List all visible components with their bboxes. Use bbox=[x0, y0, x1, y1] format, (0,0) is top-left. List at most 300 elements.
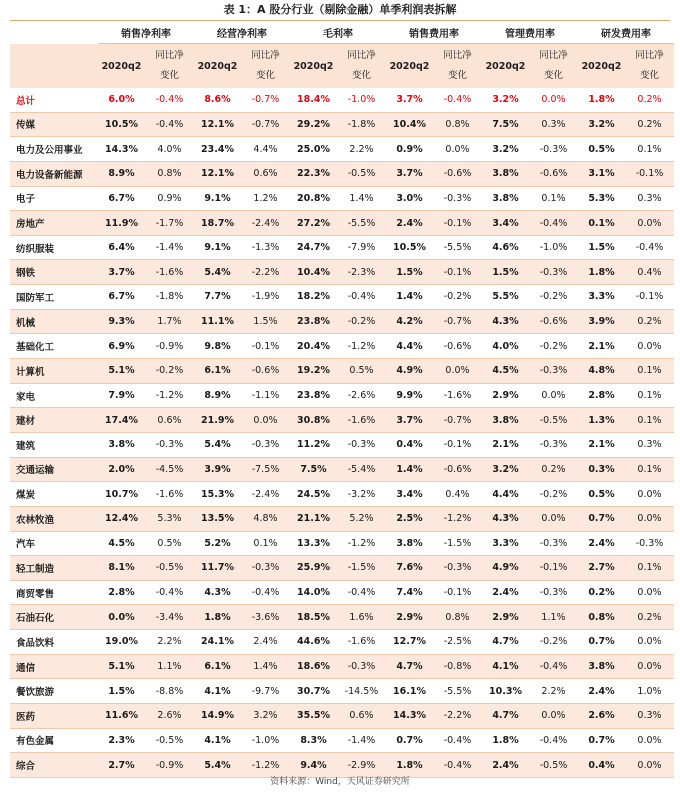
value-cell: 3.4% bbox=[386, 482, 433, 507]
change-cell: 0.1% bbox=[241, 531, 290, 556]
change-cell: -0.6% bbox=[433, 161, 482, 186]
change-cell: -0.2% bbox=[145, 359, 194, 384]
change-cell: 0.8% bbox=[433, 605, 482, 630]
change-header bbox=[529, 44, 578, 89]
value-cell: 0.7% bbox=[578, 630, 625, 655]
change-cell: -0.4% bbox=[529, 211, 578, 236]
change-cell: -2.4% bbox=[241, 482, 290, 507]
change-cell: 0.0% bbox=[529, 383, 578, 408]
value-cell: 3.8% bbox=[578, 654, 625, 679]
value-cell: 1.5% bbox=[386, 260, 433, 285]
value-cell: 3.8% bbox=[386, 531, 433, 556]
industry-row bbox=[10, 457, 674, 482]
value-cell: 3.7% bbox=[386, 88, 433, 112]
industry-row bbox=[10, 260, 674, 285]
change-cell: -0.1% bbox=[625, 161, 674, 186]
change-cell: -2.2% bbox=[241, 260, 290, 285]
value-cell: 7.5% bbox=[482, 112, 529, 137]
value-cell: 17.4% bbox=[98, 408, 145, 433]
change-cell: -0.4% bbox=[337, 285, 386, 310]
value-cell: 12.7% bbox=[386, 630, 433, 655]
change-cell: -0.4% bbox=[145, 580, 194, 605]
industry-row bbox=[10, 309, 674, 334]
change-header-line2: 变化 bbox=[159, 70, 179, 81]
change-cell: -1.7% bbox=[145, 211, 194, 236]
industry-row bbox=[10, 630, 674, 655]
value-cell: 29.2% bbox=[290, 112, 337, 137]
change-cell: -5.5% bbox=[433, 679, 482, 704]
value-cell: 7.5% bbox=[290, 457, 337, 482]
period-header: 2020q2 bbox=[98, 44, 145, 89]
value-cell: 6.7% bbox=[98, 285, 145, 310]
value-cell: 3.4% bbox=[482, 211, 529, 236]
value-cell: 0.7% bbox=[578, 728, 625, 753]
value-cell: 2.7% bbox=[578, 556, 625, 581]
change-header-line1: 同比净 bbox=[347, 50, 376, 61]
change-cell: 0.5% bbox=[145, 531, 194, 556]
value-cell: 2.1% bbox=[482, 432, 529, 457]
change-cell: -0.5% bbox=[145, 556, 194, 581]
value-cell: 4.5% bbox=[482, 359, 529, 384]
change-cell: 0.0% bbox=[433, 137, 482, 162]
value-cell: 4.8% bbox=[578, 359, 625, 384]
change-cell: -0.2% bbox=[529, 334, 578, 359]
industry-row bbox=[10, 704, 674, 729]
change-cell: -0.6% bbox=[433, 334, 482, 359]
value-cell: 0.8% bbox=[578, 605, 625, 630]
value-cell: 19.2% bbox=[290, 359, 337, 384]
value-cell: 21.1% bbox=[290, 506, 337, 531]
value-cell: 2.5% bbox=[386, 506, 433, 531]
change-cell: 1.5% bbox=[241, 309, 290, 334]
source-note: 资料来源：Wind，天风证券研究所 bbox=[270, 777, 410, 787]
change-header-line1: 同比净 bbox=[635, 50, 664, 61]
change-header-line1: 同比净 bbox=[443, 50, 472, 61]
change-cell: 0.0% bbox=[529, 506, 578, 531]
value-cell: 2.9% bbox=[482, 605, 529, 630]
value-cell: 11.1% bbox=[194, 309, 241, 334]
change-cell: -0.6% bbox=[529, 309, 578, 334]
value-cell: 1.5% bbox=[482, 260, 529, 285]
value-cell: 4.1% bbox=[194, 728, 241, 753]
value-cell: 4.3% bbox=[482, 309, 529, 334]
change-cell: -9.7% bbox=[241, 679, 290, 704]
value-cell: 11.9% bbox=[98, 211, 145, 236]
value-cell: 9.9% bbox=[386, 383, 433, 408]
change-cell: -0.5% bbox=[337, 161, 386, 186]
value-cell: 5.4% bbox=[194, 432, 241, 457]
value-cell: 1.5% bbox=[578, 235, 625, 260]
group-header: 经营净利率 bbox=[194, 21, 290, 44]
change-header-line1: 同比净 bbox=[539, 50, 568, 61]
change-cell: -4.5% bbox=[145, 457, 194, 482]
change-cell: 4.4% bbox=[241, 137, 290, 162]
table-header bbox=[10, 21, 674, 88]
industry-name: 煤炭 bbox=[10, 482, 98, 507]
industry-header-blank bbox=[10, 21, 98, 44]
change-cell: -1.2% bbox=[337, 334, 386, 359]
value-cell: 3.7% bbox=[386, 408, 433, 433]
value-cell: 0.7% bbox=[386, 728, 433, 753]
change-cell: 1.6% bbox=[337, 605, 386, 630]
change-cell: -1.6% bbox=[337, 408, 386, 433]
value-cell: 6.4% bbox=[98, 235, 145, 260]
change-cell: 0.2% bbox=[625, 309, 674, 334]
change-cell: -0.6% bbox=[529, 161, 578, 186]
value-cell: 3.8% bbox=[482, 408, 529, 433]
change-cell: -0.3% bbox=[625, 531, 674, 556]
value-cell: 2.1% bbox=[578, 432, 625, 457]
change-cell: 2.2% bbox=[529, 679, 578, 704]
change-header-line1: 同比净 bbox=[251, 50, 280, 61]
value-cell: 6.9% bbox=[98, 334, 145, 359]
industry-row bbox=[10, 359, 674, 384]
profit-breakdown-table bbox=[10, 21, 674, 778]
value-cell: 4.9% bbox=[482, 556, 529, 581]
change-cell: -0.4% bbox=[433, 88, 482, 112]
value-cell: 14.0% bbox=[290, 580, 337, 605]
change-cell: 0.1% bbox=[529, 186, 578, 211]
industry-row bbox=[10, 654, 674, 679]
change-cell: -1.2% bbox=[433, 506, 482, 531]
change-cell: -1.2% bbox=[241, 753, 290, 778]
value-cell: 24.1% bbox=[194, 630, 241, 655]
industry-row bbox=[10, 235, 674, 260]
value-cell: 24.5% bbox=[290, 482, 337, 507]
change-header bbox=[433, 44, 482, 89]
change-cell: -0.3% bbox=[241, 556, 290, 581]
industry-name: 总计 bbox=[10, 88, 98, 112]
value-cell: 10.7% bbox=[98, 482, 145, 507]
change-cell: -1.0% bbox=[529, 235, 578, 260]
value-cell: 25.0% bbox=[290, 137, 337, 162]
change-cell: 0.2% bbox=[625, 605, 674, 630]
period-header: 2020q2 bbox=[290, 44, 337, 89]
industry-row bbox=[10, 556, 674, 581]
industry-row bbox=[10, 285, 674, 310]
change-cell: 0.6% bbox=[241, 161, 290, 186]
industry-name: 食品饮料 bbox=[10, 630, 98, 655]
value-cell: 9.8% bbox=[194, 334, 241, 359]
industry-row bbox=[10, 112, 674, 137]
change-cell: 2.2% bbox=[145, 630, 194, 655]
value-cell: 8.3% bbox=[290, 728, 337, 753]
value-cell: 2.4% bbox=[482, 580, 529, 605]
value-cell: 5.5% bbox=[482, 285, 529, 310]
change-cell: -1.6% bbox=[337, 630, 386, 655]
group-header: 管理费用率 bbox=[482, 21, 578, 44]
value-cell: 13.3% bbox=[290, 531, 337, 556]
value-cell: 18.6% bbox=[290, 654, 337, 679]
value-cell: 0.4% bbox=[578, 753, 625, 778]
change-cell: 0.0% bbox=[625, 211, 674, 236]
value-cell: 2.6% bbox=[578, 704, 625, 729]
change-cell: -2.9% bbox=[337, 753, 386, 778]
change-cell: -0.4% bbox=[433, 753, 482, 778]
value-cell: 4.0% bbox=[482, 334, 529, 359]
change-cell: -2.6% bbox=[337, 383, 386, 408]
change-cell: -0.2% bbox=[337, 309, 386, 334]
group-header: 销售净利率 bbox=[98, 21, 194, 44]
change-cell: -0.1% bbox=[625, 285, 674, 310]
change-cell: 0.0% bbox=[625, 506, 674, 531]
value-cell: 30.8% bbox=[290, 408, 337, 433]
change-cell: 0.2% bbox=[529, 457, 578, 482]
change-cell: -3.2% bbox=[337, 482, 386, 507]
group-header: 毛利率 bbox=[290, 21, 386, 44]
change-cell: -0.4% bbox=[529, 654, 578, 679]
total-row bbox=[10, 88, 674, 112]
value-cell: 3.9% bbox=[194, 457, 241, 482]
value-cell: 23.8% bbox=[290, 309, 337, 334]
value-cell: 0.3% bbox=[578, 457, 625, 482]
change-cell: 0.1% bbox=[625, 137, 674, 162]
value-cell: 44.6% bbox=[290, 630, 337, 655]
value-cell: 0.4% bbox=[386, 432, 433, 457]
value-cell: 5.4% bbox=[194, 753, 241, 778]
value-cell: 8.9% bbox=[194, 383, 241, 408]
industry-row bbox=[10, 432, 674, 457]
value-cell: 2.9% bbox=[386, 605, 433, 630]
change-header-line2: 变化 bbox=[447, 70, 467, 81]
value-cell: 2.7% bbox=[98, 753, 145, 778]
value-cell: 4.9% bbox=[386, 359, 433, 384]
change-cell: 0.4% bbox=[625, 260, 674, 285]
value-cell: 3.2% bbox=[482, 88, 529, 112]
value-cell: 1.8% bbox=[578, 260, 625, 285]
value-cell: 24.7% bbox=[290, 235, 337, 260]
value-cell: 4.4% bbox=[482, 482, 529, 507]
change-cell: 3.2% bbox=[241, 704, 290, 729]
value-cell: 0.1% bbox=[578, 211, 625, 236]
change-cell: -0.3% bbox=[337, 432, 386, 457]
value-cell: 0.5% bbox=[578, 482, 625, 507]
change-header bbox=[241, 44, 290, 89]
change-cell: 0.2% bbox=[625, 112, 674, 137]
value-cell: 15.3% bbox=[194, 482, 241, 507]
period-header: 2020q2 bbox=[578, 44, 625, 89]
change-cell: 0.4% bbox=[433, 482, 482, 507]
value-cell: 5.1% bbox=[98, 654, 145, 679]
change-cell: 2.2% bbox=[337, 137, 386, 162]
change-cell: -1.4% bbox=[145, 235, 194, 260]
value-cell: 2.8% bbox=[98, 580, 145, 605]
value-cell: 10.4% bbox=[290, 260, 337, 285]
industry-row bbox=[10, 161, 674, 186]
period-header: 2020q2 bbox=[386, 44, 433, 89]
value-cell: 18.2% bbox=[290, 285, 337, 310]
change-cell: -5.4% bbox=[337, 457, 386, 482]
change-cell: -5.5% bbox=[337, 211, 386, 236]
change-header-line2: 变化 bbox=[639, 70, 659, 81]
change-cell: 0.9% bbox=[145, 186, 194, 211]
industry-row bbox=[10, 334, 674, 359]
change-cell: -0.3% bbox=[241, 432, 290, 457]
change-cell: -1.8% bbox=[145, 285, 194, 310]
industry-name: 传媒 bbox=[10, 112, 98, 137]
change-cell: -0.3% bbox=[145, 432, 194, 457]
change-cell: 0.0% bbox=[433, 359, 482, 384]
industry-row bbox=[10, 679, 674, 704]
value-cell: 2.4% bbox=[482, 753, 529, 778]
change-cell: 1.1% bbox=[145, 654, 194, 679]
value-cell: 16.1% bbox=[386, 679, 433, 704]
change-cell: -2.4% bbox=[241, 211, 290, 236]
change-cell: -0.2% bbox=[433, 285, 482, 310]
industry-row bbox=[10, 728, 674, 753]
value-cell: 4.1% bbox=[482, 654, 529, 679]
change-cell: -0.3% bbox=[529, 359, 578, 384]
industry-name: 商贸零售 bbox=[10, 580, 98, 605]
value-cell: 0.2% bbox=[578, 580, 625, 605]
industry-name: 电力设备新能源 bbox=[10, 161, 98, 186]
industry-name: 建筑 bbox=[10, 432, 98, 457]
value-cell: 1.4% bbox=[386, 457, 433, 482]
group-header: 销售费用率 bbox=[386, 21, 482, 44]
change-cell: 0.1% bbox=[625, 556, 674, 581]
value-cell: 3.9% bbox=[578, 309, 625, 334]
industry-name: 轻工制造 bbox=[10, 556, 98, 581]
value-cell: 11.2% bbox=[290, 432, 337, 457]
change-cell: -0.6% bbox=[241, 359, 290, 384]
value-cell: 13.5% bbox=[194, 506, 241, 531]
change-cell: -0.1% bbox=[433, 260, 482, 285]
value-cell: 6.7% bbox=[98, 186, 145, 211]
change-cell: -0.4% bbox=[145, 88, 194, 112]
change-cell: 0.6% bbox=[145, 408, 194, 433]
value-cell: 21.9% bbox=[194, 408, 241, 433]
value-cell: 5.4% bbox=[194, 260, 241, 285]
change-cell: -0.7% bbox=[241, 88, 290, 112]
change-cell: -0.1% bbox=[433, 580, 482, 605]
industry-name: 汽车 bbox=[10, 531, 98, 556]
value-cell: 3.7% bbox=[386, 161, 433, 186]
value-cell: 9.4% bbox=[290, 753, 337, 778]
value-cell: 1.5% bbox=[98, 679, 145, 704]
industry-row bbox=[10, 186, 674, 211]
change-cell: 0.0% bbox=[625, 630, 674, 655]
change-cell: -0.5% bbox=[145, 728, 194, 753]
value-cell: 3.1% bbox=[578, 161, 625, 186]
industry-name: 电力及公用事业 bbox=[10, 137, 98, 162]
change-cell: -0.6% bbox=[433, 457, 482, 482]
value-cell: 3.8% bbox=[482, 161, 529, 186]
change-cell: -0.4% bbox=[625, 235, 674, 260]
value-cell: 2.0% bbox=[98, 457, 145, 482]
value-cell: 14.9% bbox=[194, 704, 241, 729]
change-cell: -2.3% bbox=[337, 260, 386, 285]
change-cell: -0.9% bbox=[145, 334, 194, 359]
change-cell: 0.1% bbox=[625, 408, 674, 433]
industry-name: 基础化工 bbox=[10, 334, 98, 359]
industry-name: 交通运输 bbox=[10, 457, 98, 482]
change-cell: -0.2% bbox=[529, 482, 578, 507]
change-cell: -0.2% bbox=[529, 630, 578, 655]
table-body bbox=[10, 88, 674, 777]
change-cell: 0.3% bbox=[529, 112, 578, 137]
change-cell: 0.0% bbox=[625, 580, 674, 605]
change-cell: -1.8% bbox=[337, 112, 386, 137]
value-cell: 2.4% bbox=[386, 211, 433, 236]
value-cell: 2.4% bbox=[578, 679, 625, 704]
value-cell: 8.9% bbox=[98, 161, 145, 186]
industry-name: 机械 bbox=[10, 309, 98, 334]
change-cell: -0.3% bbox=[529, 531, 578, 556]
change-cell: -0.8% bbox=[433, 654, 482, 679]
industry-row bbox=[10, 383, 674, 408]
change-cell: -1.0% bbox=[337, 88, 386, 112]
change-header-line2: 变化 bbox=[255, 70, 275, 81]
value-cell: 3.2% bbox=[578, 112, 625, 137]
value-cell: 9.3% bbox=[98, 309, 145, 334]
change-cell: -1.5% bbox=[433, 531, 482, 556]
value-cell: 3.2% bbox=[482, 137, 529, 162]
value-cell: 11.7% bbox=[194, 556, 241, 581]
value-cell: 1.4% bbox=[386, 285, 433, 310]
value-cell: 18.4% bbox=[290, 88, 337, 112]
value-cell: 0.9% bbox=[386, 137, 433, 162]
change-cell: 0.0% bbox=[625, 334, 674, 359]
value-cell: 4.3% bbox=[194, 580, 241, 605]
industry-name: 纺织服装 bbox=[10, 235, 98, 260]
industry-name: 综合 bbox=[10, 753, 98, 778]
change-header bbox=[625, 44, 674, 89]
value-cell: 3.7% bbox=[98, 260, 145, 285]
value-cell: 23.4% bbox=[194, 137, 241, 162]
change-cell: 1.0% bbox=[625, 679, 674, 704]
value-cell: 4.7% bbox=[386, 654, 433, 679]
change-cell: -0.4% bbox=[529, 728, 578, 753]
value-cell: 2.9% bbox=[482, 383, 529, 408]
value-cell: 4.7% bbox=[482, 630, 529, 655]
value-cell: 0.7% bbox=[578, 506, 625, 531]
value-cell: 11.6% bbox=[98, 704, 145, 729]
change-cell: 4.0% bbox=[145, 137, 194, 162]
change-cell: -1.9% bbox=[241, 285, 290, 310]
change-cell: -1.3% bbox=[241, 235, 290, 260]
value-cell: 3.0% bbox=[386, 186, 433, 211]
change-cell: 0.0% bbox=[625, 753, 674, 778]
value-cell: 1.8% bbox=[482, 728, 529, 753]
change-cell: -1.6% bbox=[145, 260, 194, 285]
change-cell: -0.2% bbox=[529, 285, 578, 310]
value-cell: 3.8% bbox=[98, 432, 145, 457]
value-cell: 6.1% bbox=[194, 359, 241, 384]
change-cell: 0.5% bbox=[337, 359, 386, 384]
change-cell: 5.3% bbox=[145, 506, 194, 531]
change-cell: -0.3% bbox=[433, 556, 482, 581]
industry-name: 农林牧渔 bbox=[10, 506, 98, 531]
industry-name: 国防军工 bbox=[10, 285, 98, 310]
change-cell: 0.1% bbox=[625, 383, 674, 408]
change-cell: -0.7% bbox=[241, 112, 290, 137]
value-cell: 35.5% bbox=[290, 704, 337, 729]
value-cell: 22.3% bbox=[290, 161, 337, 186]
industry-name: 通信 bbox=[10, 654, 98, 679]
industry-row bbox=[10, 482, 674, 507]
value-cell: 5.1% bbox=[98, 359, 145, 384]
change-cell: -8.8% bbox=[145, 679, 194, 704]
change-cell: -1.2% bbox=[337, 531, 386, 556]
change-header-line1: 同比净 bbox=[155, 50, 184, 61]
value-cell: 7.6% bbox=[386, 556, 433, 581]
industry-row bbox=[10, 580, 674, 605]
value-cell: 1.8% bbox=[194, 605, 241, 630]
change-cell: 4.8% bbox=[241, 506, 290, 531]
value-cell: 23.8% bbox=[290, 383, 337, 408]
value-cell: 4.4% bbox=[386, 334, 433, 359]
value-cell: 7.9% bbox=[98, 383, 145, 408]
